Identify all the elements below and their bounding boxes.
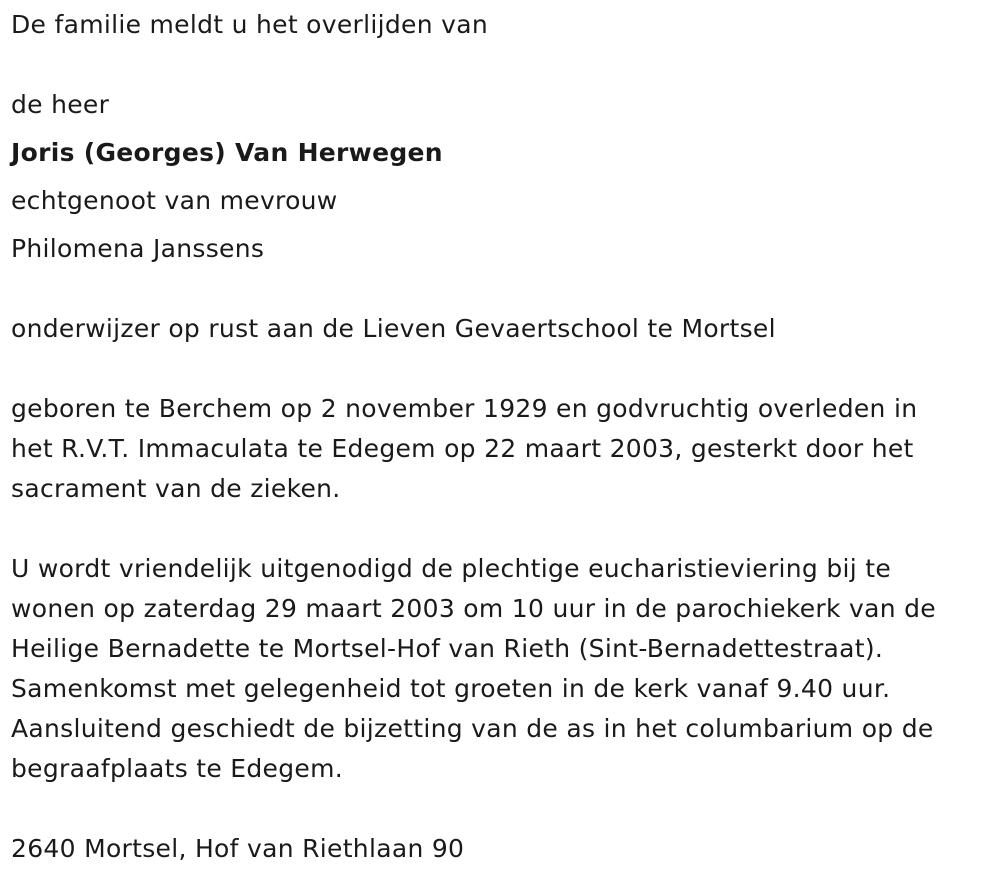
service-line: Aansluitend geschiedt de bijzetting van de as in het columbarium op de — [11, 714, 934, 743]
salutation: de heer — [11, 90, 110, 119]
birth-death-line: sacrament van de zieken. — [11, 474, 341, 503]
service-line: wonen op zaterdag 29 maart 2003 om 10 uur in de parochiekerk van de — [11, 594, 936, 623]
service-line: U wordt vriendelijk uitgenodigd de plechtige eucharistieviering bij te — [11, 554, 892, 583]
spouse-label: echtgenoot van mevrouw — [11, 186, 338, 215]
birth-death-paragraph — [11, 389, 986, 509]
spouse-name: Philomena Janssens — [11, 234, 265, 263]
service-paragraph — [11, 549, 986, 789]
birth-death-line: het R.V.T. Immaculata te Edegem op 22 maart 2003, gesterkt door het — [11, 434, 914, 463]
service-line: Samenkomst met gelegenheid tot groeten in de kerk vanaf 9.40 uur. — [11, 674, 891, 703]
service-line: Heilige Bernadette te Mortsel-Hof van Rieth (Sint-Bernadettestraat). — [11, 634, 884, 663]
deceased-name: Joris (Georges) Van Herwegen — [11, 138, 443, 167]
birth-death-line: geboren te Berchem op 2 november 1929 en godvruchtig overleden in — [11, 394, 918, 423]
service-line: begraafplaats te Edegem. — [11, 754, 343, 783]
address-text: 2640 Mortsel, Hof van Riethlaan 90 — [11, 834, 465, 863]
intro-text: De familie meldt u het overlijden van — [11, 10, 488, 39]
profession-text: onderwijzer op rust aan de Lieven Gevaertschool te Mortsel — [11, 314, 776, 343]
